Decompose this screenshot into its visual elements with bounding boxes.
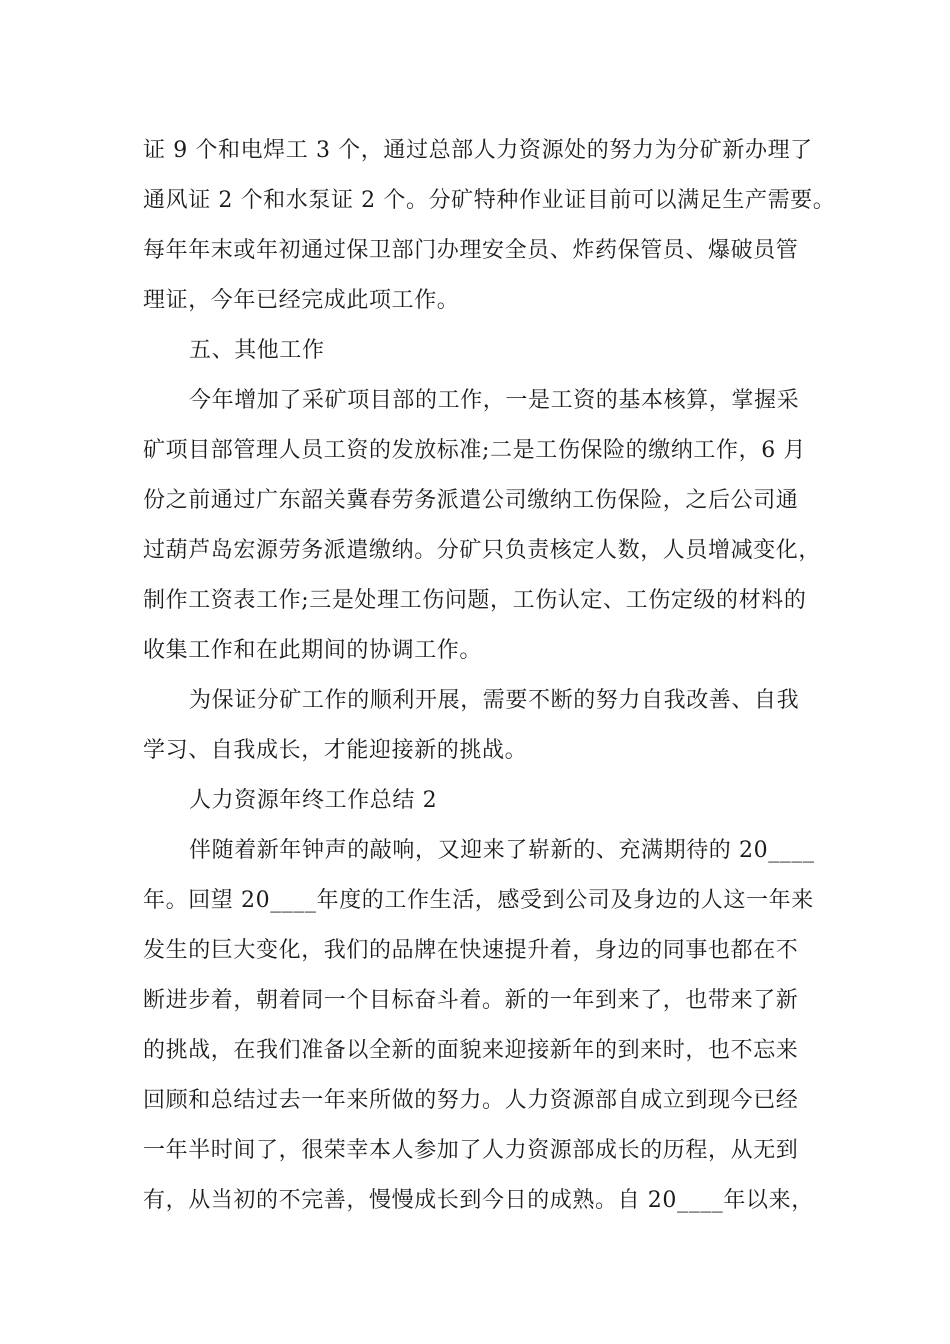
text-line: 每年年末或年初通过保卫部门办理安全员、炸药保管员、爆破员管: [143, 238, 799, 263]
text-line: 证 9 个和电焊工 3 个，通过总部人力资源处的努力为分矿新办理了: [143, 138, 813, 163]
text-line: 制作工资表工作;三是处理工伤问题，工伤认定、工伤定级的材料的: [143, 588, 807, 613]
text-line: 的挑战，在我们准备以全新的面貌来迎接新年的到来时，也不忘来: [143, 1038, 799, 1063]
text-line: 年。回望 20____年度的工作生活，感受到公司及身边的人这一年来: [143, 888, 814, 913]
text-line: 学习、自我成长，才能迎接新的挑战。: [143, 738, 528, 763]
text-line: 回顾和总结过去一年来所做的努力。人力资源部自成立到现今已经: [143, 1088, 799, 1113]
text-line: 收集工作和在此期间的协调工作。: [143, 638, 483, 663]
text-line: 理证，今年已经完成此项工作。: [143, 288, 460, 313]
text-line: 一年半时间了，很荣幸本人参加了人力资源部成长的历程，从无到: [143, 1138, 799, 1163]
text-line: 为保证分矿工作的顺利开展，需要不断的努力自我改善、自我: [189, 688, 800, 713]
text-line: 断进步着，朝着同一个目标奋斗着。新的一年到来了，也带来了新: [143, 988, 799, 1013]
text-line: 通风证 2 个和水泵证 2 个。分矿特种作业证目前可以满足生产需要。: [143, 188, 836, 213]
text-line: 矿项目部管理人员工资的发放标准;二是工伤保险的缴纳工作，6 月: [143, 438, 807, 463]
text-line: 今年增加了采矿项目部的工作，一是工资的基本核算，掌握采: [189, 388, 800, 413]
text-line: 有，从当初的不完善，慢慢成长到今日的成熟。自 20____年以来，: [143, 1188, 814, 1213]
section-heading: 人力资源年终工作总结 2: [189, 788, 438, 813]
section-heading: 五、其他工作: [189, 338, 325, 363]
text-line: 过葫芦岛宏源劳务派遣缴纳。分矿只负责核定人数，人员增减变化，: [143, 538, 822, 563]
text-line: 发生的巨大变化，我们的品牌在快速提升着，身边的同事也都在不: [143, 938, 799, 963]
text-line: 份之前通过广东韶关冀春劳务派遣公司缴纳工伤保险，之后公司通: [143, 488, 799, 513]
text-line: 伴随着新年钟声的敲响，又迎来了崭新的、充满期待的 20____: [189, 838, 815, 863]
